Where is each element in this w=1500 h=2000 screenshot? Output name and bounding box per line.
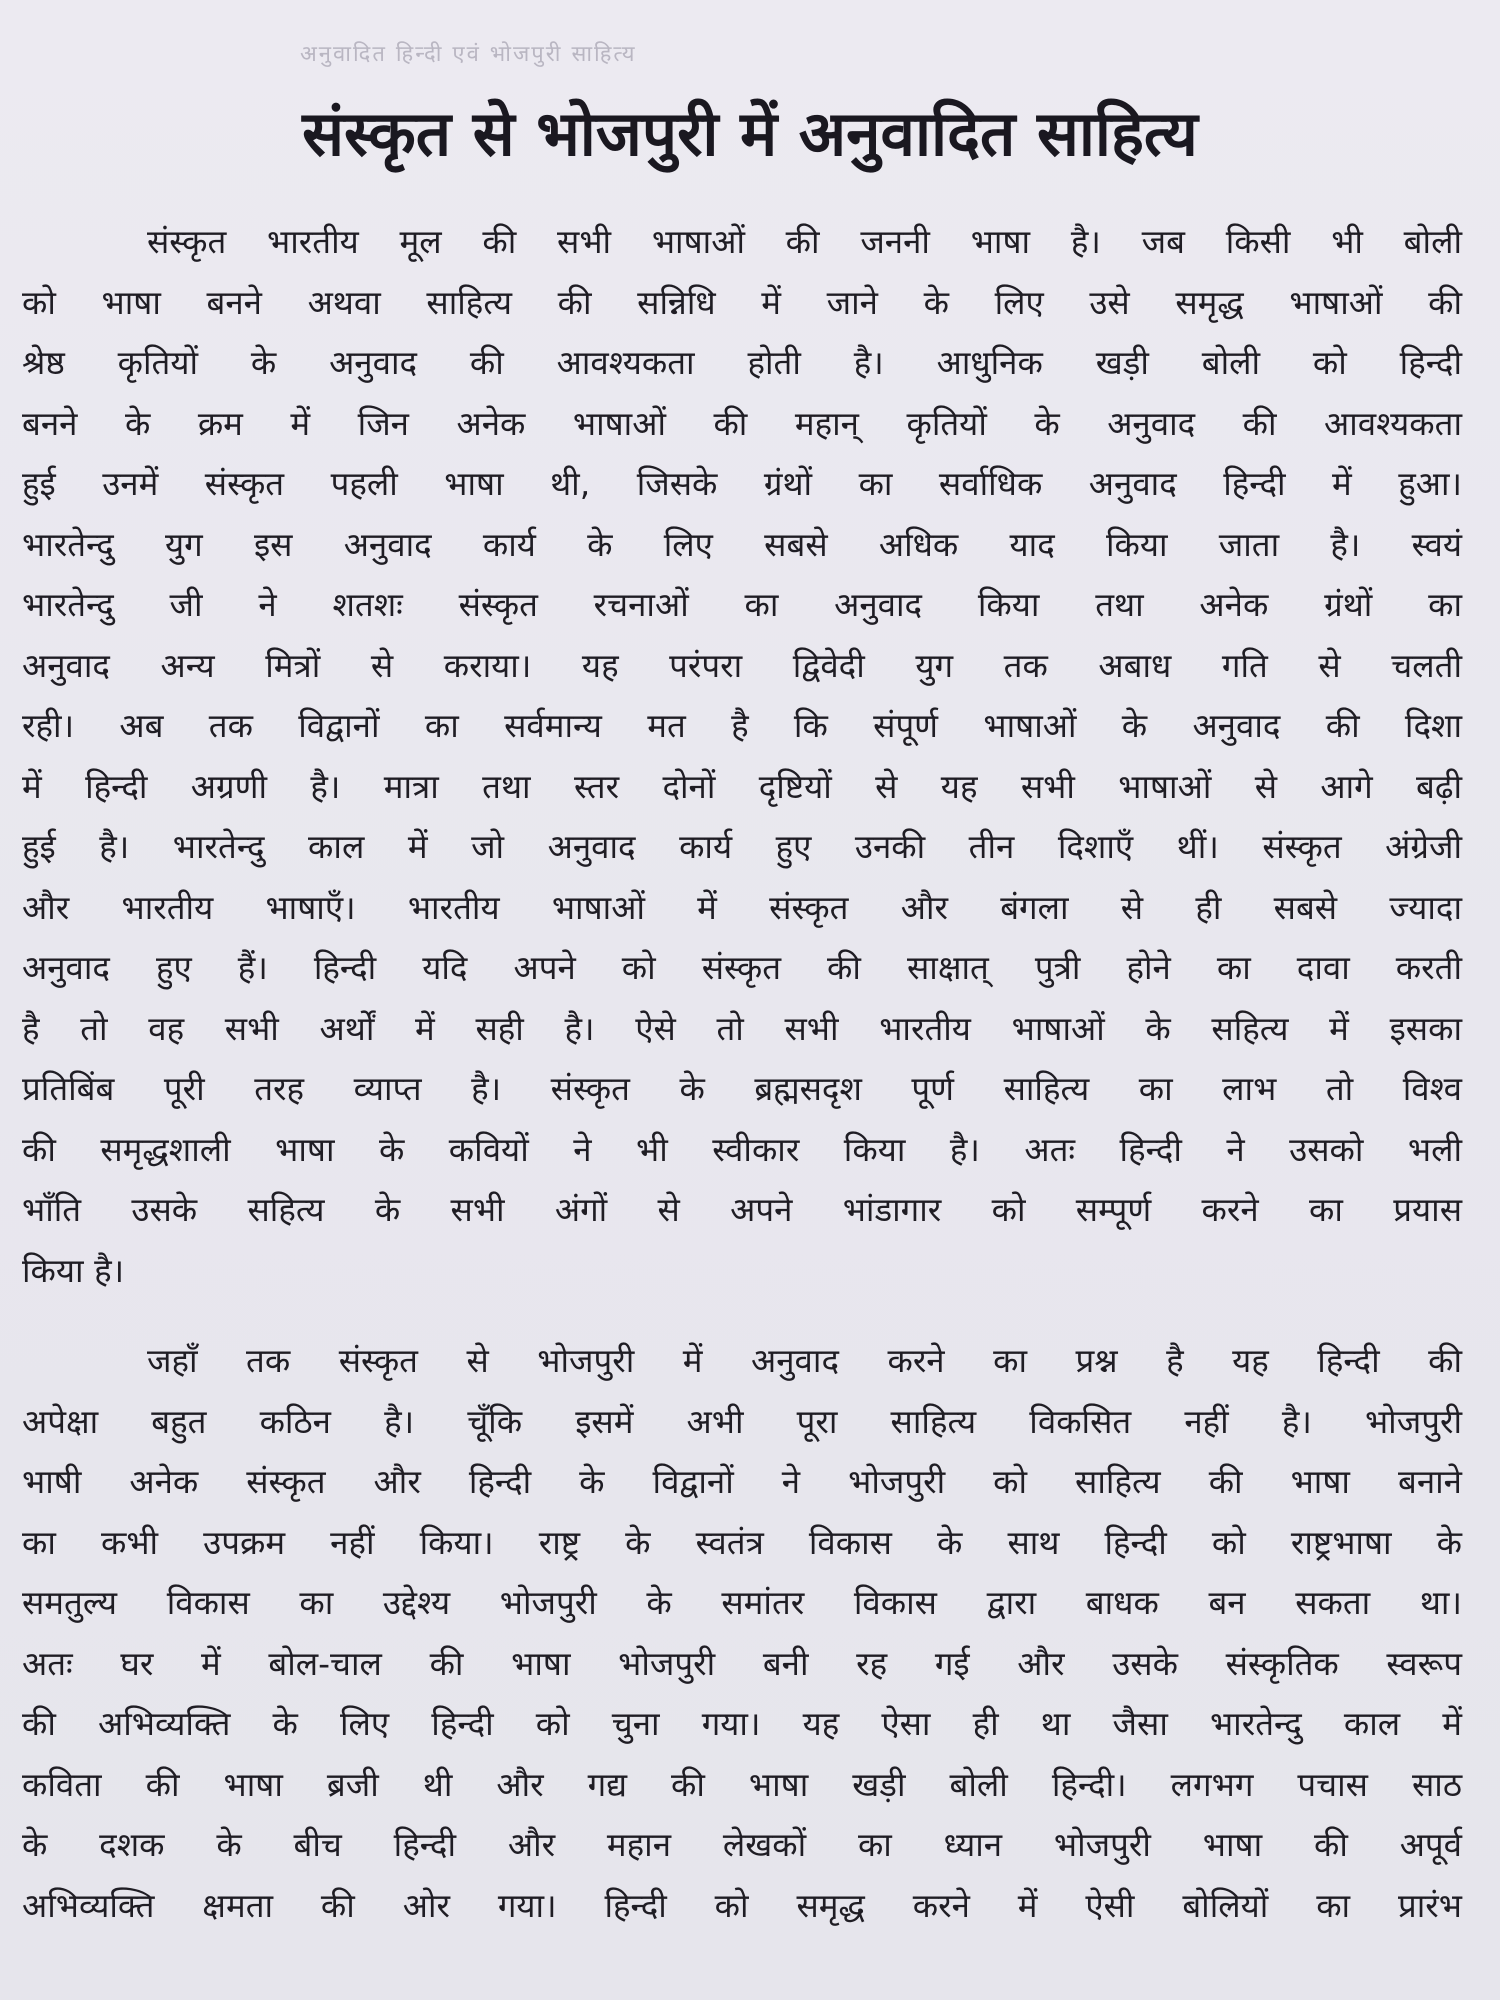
text-line: कविता की भाषा ब्रजी थी और गद्य की भाषा खड़ी बोली हिन्दी। लगभग पचास साठ: [22, 1764, 1462, 1804]
paragraph-2: [22, 1331, 1462, 1936]
text-line: संस्कृत भारतीय मूल की सभी भाषाओं की जननी भाषा है। जब किसी भी बोली: [147, 222, 1462, 261]
text-line: की समृद्धशाली भाषा के कवियों ने भी स्वीकार किया है। अतः हिन्दी ने उसको भली: [22, 1129, 1462, 1169]
text-line: भारतेन्दु युग इस अनुवाद कार्य के लिए सबसे अधिक याद किया जाता है। स्वयं: [22, 524, 1462, 564]
text-line: समतुल्य विकास का उद्देश्य भोजपुरी के समांतर विकास द्वारा बाधक बन सकता था।: [22, 1583, 1462, 1622]
text-line: अपेक्षा बहुत कठिन है। चूँकि इसमें अभी पूरा साहित्य विकसित नहीं है। भोजपुरी: [22, 1401, 1462, 1441]
text-line: हुई है। भारतेन्दु काल में जो अनुवाद कार्य हुए उनकी तीन दिशाएँ थीं। संस्कृत अंग्रेजी: [22, 827, 1462, 866]
text-line: है तो वह सभी अर्थों में सही है। ऐसे तो सभी भारतीय भाषाओं के सहित्य में इसका: [22, 1008, 1462, 1048]
paragraph-gap: [22, 1301, 1462, 1331]
text-line: के दशक के बीच हिन्दी और महान लेखकों का ध्यान भोजपुरी भाषा की अपूर्व: [22, 1825, 1462, 1864]
text-line: बनने के क्रम में जिन अनेक भाषाओं की महान् कृतियों के अनुवाद की आवश्यकता: [22, 403, 1462, 443]
text-line: अभिव्यक्ति क्षमता की ओर गया। हिन्दी को समृद्ध करने में ऐसी बोलियों का प्रारंभ: [22, 1885, 1462, 1925]
text-line: हुई उनमें संस्कृत पहली भाषा थी, जिसके ग्रंथों का सर्वाधिक अनुवाद हिन्दी में हुआ।: [22, 464, 1462, 503]
text-line: किया है।: [22, 1250, 125, 1290]
text-line: भाषी अनेक संस्कृत और हिन्दी के विद्वानों ने भोजपुरी को साहित्य की भाषा बनाने: [22, 1462, 1462, 1501]
text-line: अतः घर में बोल-चाल की भाषा भोजपुरी बनी रह गई और उसके संस्कृतिक स्वरूप: [22, 1643, 1462, 1683]
text-line: जहाँ तक संस्कृत से भोजपुरी में अनुवाद करने का प्रश्न है यह हिन्दी की: [147, 1341, 1462, 1380]
running-header: अनुवादित हिन्दी एवं भोजपुरी साहित्य: [300, 42, 637, 67]
text-line: में हिन्दी अग्रणी है। मात्रा तथा स्तर दोनों दृष्टियों से यह सभी भाषाओं से आगे बढ़ी: [22, 766, 1462, 806]
text-line: और भारतीय भाषाएँ। भारतीय भाषाओं में संस्कृत और बंगला से ही सबसे ज्यादा: [22, 887, 1462, 927]
text-line: भाँति उसके सहित्य के सभी अंगों से अपने भांडागार को सम्पूर्ण करने का प्रयास: [22, 1190, 1462, 1229]
text-line: की अभिव्यक्ति के लिए हिन्दी को चुना गया। यह ऐसा ही था जैसा भारतेन्दु काल में: [22, 1704, 1462, 1743]
paragraph-1: [22, 212, 1462, 1301]
text-line: भारतेन्दु जी ने शतशः संस्कृत रचनाओं का अनुवाद किया तथा अनेक ग्रंथों का: [22, 585, 1462, 624]
text-line: श्रेष्ठ कृतियों के अनुवाद की आवश्यकता होती है। आधुनिक खड़ी बोली को हिन्दी: [22, 343, 1462, 382]
text-line: अनुवाद अन्य मित्रों से कराया। यह परंपरा द्विवेदी युग तक अबाध गति से चलती: [22, 645, 1462, 685]
text-line: को भाषा बनने अथवा साहित्य की सन्निधि में जाने के लिए उसे समृद्ध भाषाओं की: [22, 282, 1462, 322]
text-line: का कभी उपक्रम नहीं किया। राष्ट्र के स्वतंत्र विकास के साथ हिन्दी को राष्ट्रभाषा के: [22, 1522, 1462, 1562]
chapter-title: संस्कृत से भोजपुरी में अनुवादित साहित्य: [302, 97, 1198, 170]
text-line: रही। अब तक विद्वानों का सर्वमान्य मत है कि संपूर्ण भाषाओं के अनुवाद की दिशा: [22, 706, 1462, 745]
text-line: प्रतिबिंब पूरी तरह व्याप्त है। संस्कृत के ब्रह्मसदृश पूर्ण साहित्य का लाभ तो विश्व: [22, 1069, 1462, 1108]
text-line: अनुवाद हुए हैं। हिन्दी यदि अपने को संस्कृत की साक्षात् पुत्री होने का दावा करती: [22, 948, 1462, 987]
body-text: [22, 212, 1462, 1936]
